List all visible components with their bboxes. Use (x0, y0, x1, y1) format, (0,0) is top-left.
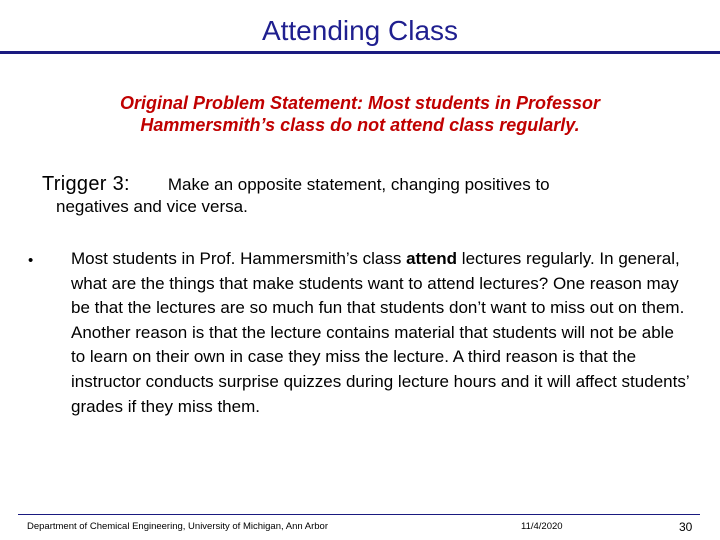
footer-date: 11/4/2020 (521, 521, 563, 532)
trigger-label: Trigger 3: (42, 173, 130, 195)
problem-statement (60, 92, 660, 136)
bullet-text-emphasis: attend (406, 249, 458, 268)
slide-title: Attending Class (261, 15, 459, 46)
bullet-text-part-1: Most students in Prof. Hammersmith’s class (71, 249, 407, 268)
bullet-text-part-2: lectures regularly. In general, what are the things that make students want to attend lectures? One reason may be that the lectures are so much fun that students don’t want to miss out on them. Another reason is that the lecture contains material that students will not be able to learn on their own in case they miss the lecture. A third reason is that the instructor conducts surprise quizzes during lecture hours and it will affect students’ grades if they miss them. (71, 249, 689, 416)
problem-statement-line-1: Original Problem Statement: Most students in Professor (119, 93, 601, 113)
trigger-heading (42, 172, 550, 197)
problem-statement-line-2: Hammersmith’s class do not attend class regularly. (140, 115, 580, 135)
footer-department: Department of Chemical Engineering, University of Michigan, Ann Arbor (27, 521, 328, 532)
page-number: 30 (679, 520, 693, 534)
title-divider (0, 51, 720, 54)
bullet-paragraph (71, 247, 691, 419)
footer-divider (18, 514, 700, 515)
bullet-marker: • (28, 252, 34, 269)
trigger-text-line-1: Make an opposite statement, changing positives to (167, 175, 550, 194)
trigger-text-line-2: negatives and vice versa. (56, 197, 248, 216)
